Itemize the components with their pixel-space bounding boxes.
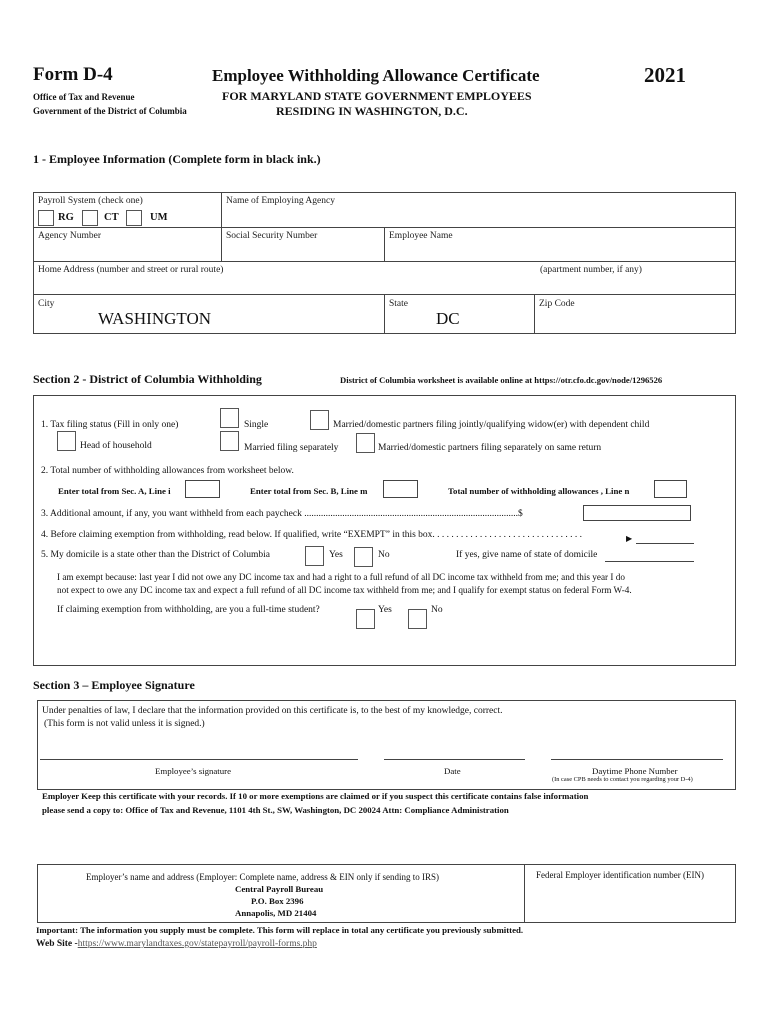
student-no-checkbox[interactable] bbox=[408, 609, 427, 629]
married-separately-same-checkbox[interactable] bbox=[356, 433, 375, 453]
line2-sec-b-label: Enter total from Sec. B, Line m bbox=[250, 486, 368, 496]
student-question: If claiming exemption from withholding, are you a full-time student? bbox=[57, 605, 320, 615]
married-jointly-label: Married/domestic partners filing jointly/qualifying widow(er) with dependent child bbox=[333, 420, 650, 430]
perjury-statement: Under penalties of law, I declare that the information provided on this certificate is, to the best of my knowledge, correct. bbox=[42, 706, 503, 716]
state-value[interactable]: DC bbox=[436, 309, 460, 328]
worksheet-note: District of Columbia worksheet is available online at https://otr.cfo.dc.gov/node/1296526 bbox=[340, 375, 663, 385]
employee-name-label: Employee Name bbox=[389, 231, 453, 241]
employer-note-2: please send a copy to: Office of Tax and Revenue, 1101 4th St., SW, Washington, DC 20024 Attn: Compliance Administration bbox=[42, 805, 509, 815]
perjury-note: (This form is not valid unless it is signed.) bbox=[44, 719, 205, 729]
head-of-household-checkbox[interactable] bbox=[57, 431, 76, 451]
line2-text: 2. Total number of withholding allowances from worksheet below. bbox=[41, 466, 294, 476]
total-allowances-input[interactable] bbox=[654, 480, 687, 498]
line4-text: 4. Before claiming exemption from withholding, read below. If qualified, write “EXEMPT” in this box. . . . . . . . . . . . . . . . . . . . . . . . . . . . . . . . bbox=[41, 530, 583, 540]
student-yes-label: Yes bbox=[378, 605, 392, 615]
date-line[interactable] bbox=[384, 759, 525, 760]
payroll-rg-checkbox[interactable] bbox=[38, 210, 54, 226]
domicile-state-label: If yes, give name of state of domicile bbox=[456, 550, 598, 560]
form-title: Employee Withholding Allowance Certificate bbox=[212, 66, 540, 85]
employer-bureau: Central Payroll Bureau bbox=[235, 884, 324, 894]
line3-text: 3. Additional amount, if any, you want withheld from each paycheck ..........................................................................................$ bbox=[41, 509, 523, 519]
phone-line[interactable] bbox=[551, 759, 723, 760]
domicile-state-input[interactable] bbox=[605, 561, 694, 562]
employer-city: Annapolis, MD 21404 bbox=[235, 908, 317, 918]
line5-text: 5. My domicile is a state other than the District of Columbia bbox=[41, 550, 271, 560]
section2-heading: Section 2 - District of Columbia Withholding bbox=[33, 372, 262, 386]
phone-label: Daytime Phone Number bbox=[592, 766, 678, 776]
married-separately-same-label: Married/domestic partners filing separately on same return bbox=[378, 443, 602, 453]
married-jointly-checkbox[interactable] bbox=[310, 410, 329, 430]
payroll-um-checkbox[interactable] bbox=[126, 210, 142, 226]
section1-heading: 1 - Employee Information (Complete form in black ink.) bbox=[33, 152, 321, 166]
payroll-rg-label: RG bbox=[58, 212, 74, 223]
married-separately-label: Married filing separately bbox=[244, 443, 339, 453]
date-label: Date bbox=[444, 766, 461, 776]
single-label: Single bbox=[244, 420, 269, 430]
apartment-label: (apartment number, if any) bbox=[540, 265, 642, 275]
head-of-household-label: Head of household bbox=[80, 441, 152, 451]
domicile-no-label: No bbox=[378, 550, 390, 560]
signature-label: Employee’s signature bbox=[155, 766, 231, 776]
important-note: Important: The information you supply must be complete. This form will replace in total any certificate you previously submitted. bbox=[36, 925, 524, 935]
exempt-text-1: I am exempt because: last year I did not owe any DC income tax and had a right to a full refund of all DC income tax withheld from me; and this year I do bbox=[57, 572, 625, 582]
website-link[interactable]: https://www.marylandtaxes.gov/statepayroll/payroll-forms.php bbox=[77, 939, 317, 949]
employer-po-box: P.O. Box 2396 bbox=[251, 896, 304, 906]
line2-total-label: Total number of withholding allowances , Line n bbox=[448, 486, 630, 496]
sec-a-total-input[interactable] bbox=[185, 480, 220, 498]
employer-name-label: Employer’s name and address (Employer: Complete name, address & EIN only if sending to IRS) bbox=[86, 872, 440, 882]
signature-line[interactable] bbox=[40, 759, 358, 760]
payroll-ct-checkbox[interactable] bbox=[82, 210, 98, 226]
office-line-2: Government of the District of Columbia bbox=[33, 106, 187, 116]
domicile-yes-checkbox[interactable] bbox=[305, 546, 324, 566]
phone-note: (In case CPB needs to contact you regarding your D-4) bbox=[552, 776, 693, 783]
zip-label: Zip Code bbox=[539, 299, 575, 309]
single-checkbox[interactable] bbox=[220, 408, 239, 428]
form-id: Form D-4 bbox=[33, 64, 113, 85]
exempt-input[interactable] bbox=[636, 543, 694, 544]
domicile-yes-label: Yes bbox=[329, 550, 343, 560]
city-value[interactable]: WASHINGTON bbox=[98, 309, 212, 328]
website-label: Web Site - bbox=[36, 939, 78, 949]
employer-note-1: Employer Keep this certificate with your records. If 10 or more exemptions are claimed or if you suspect this certificate contains false information bbox=[42, 791, 589, 801]
ssn-label: Social Security Number bbox=[226, 231, 318, 241]
payroll-um-label: UM bbox=[150, 212, 168, 223]
website-row bbox=[36, 939, 317, 949]
state-label: State bbox=[389, 299, 408, 309]
student-yes-checkbox[interactable] bbox=[356, 609, 375, 629]
home-address-label: Home Address (number and street or rural route) bbox=[38, 265, 224, 275]
subtitle-1: FOR MARYLAND STATE GOVERNMENT EMPLOYEES bbox=[222, 89, 532, 103]
office-line-1: Office of Tax and Revenue bbox=[33, 92, 135, 102]
payroll-system-label: Payroll System (check one) bbox=[38, 196, 143, 206]
filing-status-label: 1. Tax filing status (Fill in only one) bbox=[41, 420, 179, 430]
domicile-no-checkbox[interactable] bbox=[354, 547, 373, 567]
city-label: City bbox=[38, 299, 55, 309]
form-year: 2021 bbox=[644, 63, 686, 87]
payroll-ct-label: CT bbox=[104, 212, 119, 223]
married-separately-checkbox[interactable] bbox=[220, 431, 239, 451]
agency-number-label: Agency Number bbox=[38, 231, 102, 241]
ein-label: Federal Employer identification number (EIN) bbox=[536, 870, 704, 880]
section3-heading: Section 3 – Employee Signature bbox=[33, 678, 195, 692]
additional-amount-input[interactable] bbox=[583, 505, 691, 521]
student-no-label: No bbox=[431, 605, 443, 615]
subtitle-2: RESIDING IN WASHINGTON, D.C. bbox=[276, 104, 468, 118]
sec-b-total-input[interactable] bbox=[383, 480, 418, 498]
agency-name-label: Name of Employing Agency bbox=[226, 196, 335, 206]
line4-arrow-icon: ▶ bbox=[626, 534, 633, 543]
line2-sec-a-label: Enter total from Sec. A, Line i bbox=[58, 486, 171, 496]
exempt-text-2: not expect to owe any DC income tax and expect a full refund of all DC income tax withheld from me; and I qualify for exempt status on federal Form W-4. bbox=[57, 585, 632, 595]
